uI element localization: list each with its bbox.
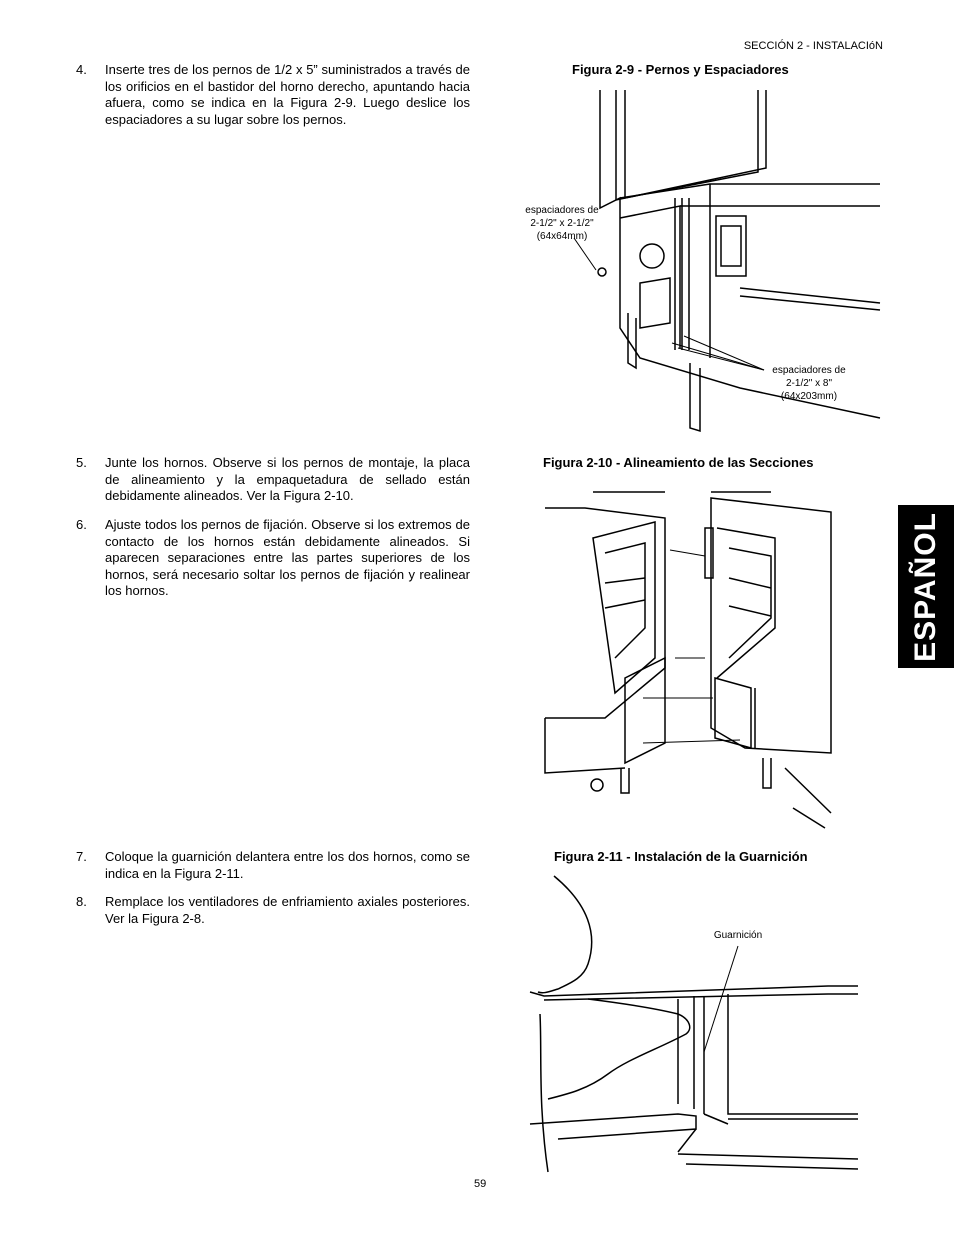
step-number: 8.: [76, 894, 87, 909]
step-5: [76, 455, 470, 505]
language-tab-label: ESPAÑOL: [909, 511, 942, 662]
step-text: Coloque la guarnición delantera entre los dos hornos, como se indica en la Figura 2-11.: [105, 849, 470, 881]
spacer-callout-large: espaciadores de 2-1/2" x 8" (64x203mm): [772, 365, 846, 402]
step-number: 6.: [76, 517, 87, 532]
figure-2-11-illustration: [528, 874, 858, 1174]
page-number: 59: [474, 1178, 487, 1190]
step-text: Inserte tres de los pernos de 1/2 x 5” suministrados a través de los orificios en el bastidor del horno derecho, apuntando hacia afuera, como se indica en la Figura 2-9. Luego deslice los espaciadores a su lugar sobre los pernos.: [105, 62, 470, 127]
figure-2-10-title: Figura 2-10 - Alineamiento de las Secciones: [543, 455, 814, 470]
trim-callout: Guarnición: [713, 930, 763, 941]
step-4: [76, 62, 470, 128]
figure-2-9-title: Figura 2-9 - Pernos y Espaciadores: [572, 62, 789, 77]
spacer-callout-small: espaciadores de 2-1/2" x 2-1/2" (64x64mm): [525, 205, 599, 242]
step-6: [76, 517, 470, 600]
step-text: Ajuste todos los pernos de fijación. Observe si los extremos de contacto de los hornos están debidamente alineados. Si aparecen separaciones entre las partes superiores de los hornos, será necesario soltar los pernos de fijación y realinear los hornos.: [105, 517, 470, 598]
section-header: SECCIÓN 2 - INSTALACIóN: [743, 40, 883, 52]
language-tab: [898, 505, 954, 668]
step-number: 4.: [76, 62, 87, 77]
figure-2-9-illustration: [580, 88, 880, 438]
figure-2-10-illustration: [545, 488, 835, 833]
step-number: 5.: [76, 455, 87, 470]
step-number: 7.: [76, 849, 87, 864]
figure-2-11-title: Figura 2-11 - Instalación de la Guarnición: [554, 849, 808, 864]
step-8: [76, 894, 470, 927]
step-text: Junte los hornos. Observe si los pernos de montaje, la placa de alineamiento y la empaquetadura de sellado están debidamente alineados. Ver la Figura 2-10.: [105, 455, 470, 503]
step-text: Remplace los ventiladores de enfriamiento axiales posteriores. Ver la Figura 2-8.: [105, 894, 470, 926]
step-7: [76, 849, 470, 882]
